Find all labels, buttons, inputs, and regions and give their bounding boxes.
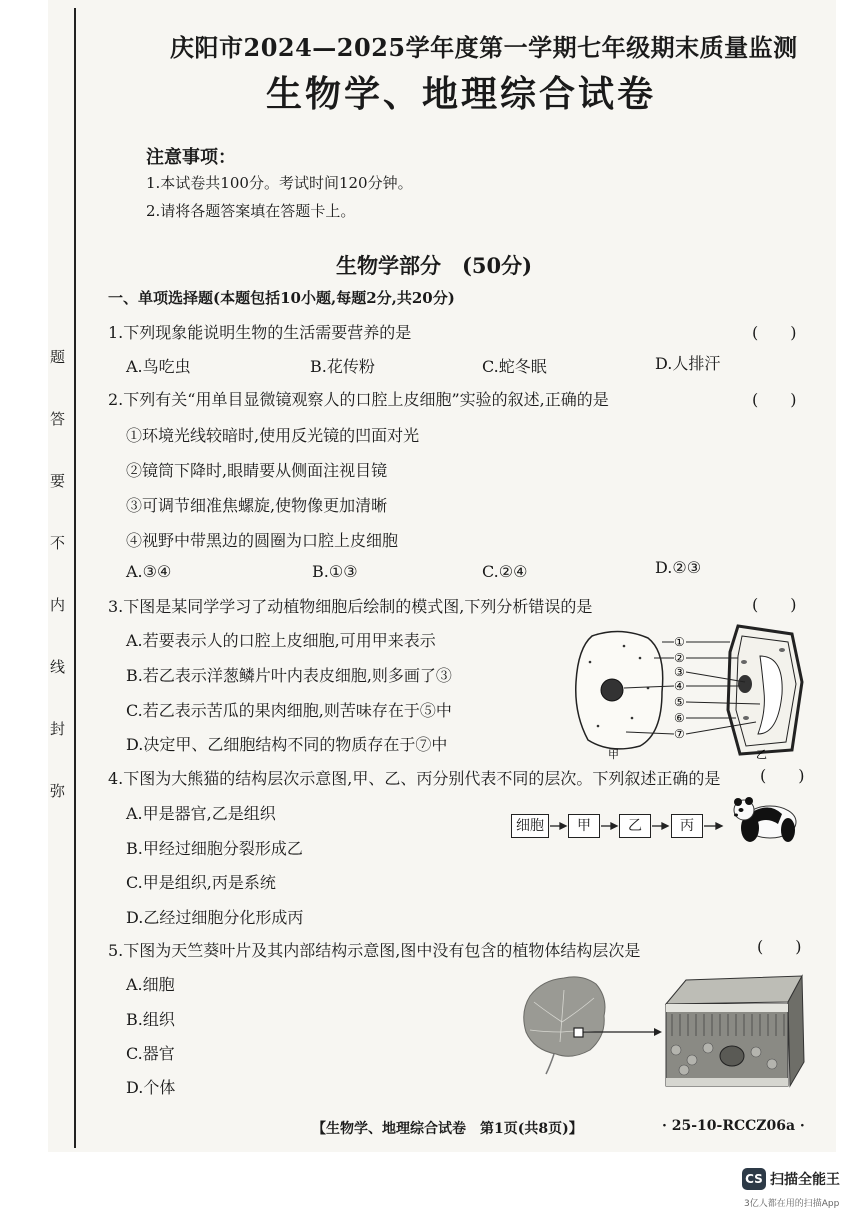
flow-box-yi: 乙 bbox=[619, 814, 651, 838]
option-a: A.细胞 bbox=[126, 975, 175, 994]
flow-box-jia: 甲 bbox=[568, 814, 600, 838]
label-2: ② bbox=[674, 651, 685, 665]
option-a: A.甲是器官,乙是组织 bbox=[126, 804, 276, 823]
seal-char: 弥 bbox=[50, 782, 66, 800]
statement: ②镜筒下降时,眼睛要从侧面注视目镜 bbox=[126, 461, 388, 480]
label-6: ⑥ bbox=[674, 711, 685, 725]
option-c: C.蛇冬眠 bbox=[482, 357, 547, 376]
label-7: ⑦ bbox=[674, 727, 685, 741]
question-2-stem: 2.下列有关“用单目显微镜观察人的口腔上皮细胞”实验的叙述,正确的是 bbox=[108, 390, 609, 409]
scanner-bar bbox=[0, 1152, 860, 1217]
answer-paren: ( ) bbox=[752, 323, 797, 342]
answer-paren: ( ) bbox=[752, 390, 797, 409]
brand-name: 扫描全能王 bbox=[770, 1172, 840, 1188]
option-d: D.决定甲、乙细胞结构不同的物质存在于⑦中 bbox=[126, 735, 448, 754]
seal-char: 要 bbox=[50, 472, 66, 490]
cell-label-yi: 乙 bbox=[756, 748, 767, 761]
option-d: D.②③ bbox=[655, 558, 702, 577]
option-c: C.若乙表示苦瓜的果肉细胞,则苦味存在于⑤中 bbox=[126, 701, 452, 720]
camscanner-logo-icon: CS bbox=[742, 1168, 766, 1190]
notes-item: 1.本试卷共100分。考试时间120分钟。 bbox=[146, 174, 413, 192]
seal-char: 不 bbox=[50, 534, 66, 552]
statement: ①环境光线较暗时,使用反光镜的凹面对光 bbox=[126, 426, 420, 445]
exam-title: 庆阳市2024—2025学年度第一学期七年级期末质量监测 bbox=[170, 33, 798, 62]
panda-icon bbox=[732, 794, 800, 844]
label-1: ① bbox=[674, 635, 685, 649]
option-b: B.若乙表示洋葱鳞片叶内表皮细胞,则多画了③ bbox=[126, 666, 452, 685]
seal-char: 封 bbox=[50, 720, 66, 738]
label-4: ④ bbox=[674, 679, 685, 693]
option-b: B.甲经过细胞分裂形成乙 bbox=[126, 839, 303, 858]
seal-char: 答 bbox=[50, 410, 66, 428]
page-footer: 【生物学、地理综合试卷 第1页(共8页)】 bbox=[312, 1121, 583, 1137]
flow-arrows bbox=[548, 818, 728, 834]
answer-paren: ( ) bbox=[752, 595, 797, 614]
answer-paren: ( ) bbox=[757, 937, 802, 956]
seal-char: 内 bbox=[50, 596, 66, 614]
question-3-stem: 3.下图是某同学学习了动植物细胞后绘制的模式图,下列分析错误的是 bbox=[108, 597, 593, 616]
exam-subtitle: 生物学、地理综合试卷 bbox=[266, 73, 657, 115]
option-b: B.花传粉 bbox=[310, 357, 375, 376]
label-3: ③ bbox=[674, 665, 685, 679]
brand-tagline: 3亿人都在用的扫描App bbox=[744, 1199, 840, 1209]
section-title: 生物学部分 (50分) bbox=[336, 253, 533, 278]
binding-line bbox=[74, 8, 76, 1148]
question-4-stem: 4.下图为大熊猫的结构层次示意图,甲、乙、丙分别代表不同的层次。下列叙述正确的是 bbox=[108, 769, 721, 788]
answer-paren: ( ) bbox=[760, 766, 805, 785]
notes-item: 2.请将各题答案填在答题卡上。 bbox=[146, 202, 356, 220]
cell-diagram bbox=[570, 622, 810, 762]
option-b: B.①③ bbox=[312, 562, 358, 581]
option-c: C.甲是组织,丙是系统 bbox=[126, 873, 276, 892]
option-c: C.器官 bbox=[126, 1044, 175, 1063]
question-1-stem: 1.下列现象能说明生物的生活需要营养的是 bbox=[108, 323, 412, 342]
option-d: D.个体 bbox=[126, 1078, 176, 1097]
option-b: B.组织 bbox=[126, 1010, 175, 1029]
notes-heading: 注意事项： bbox=[146, 147, 236, 168]
leaf-structure-figure bbox=[520, 970, 810, 1092]
seal-char: 题 bbox=[50, 348, 66, 366]
flow-box-bing: 丙 bbox=[671, 814, 703, 838]
leaf-icon bbox=[524, 977, 605, 1056]
option-c: C.②④ bbox=[482, 562, 528, 581]
option-a: A.若要表示人的口腔上皮细胞,可用甲来表示 bbox=[126, 631, 436, 650]
animal-nucleus bbox=[601, 679, 623, 701]
option-d: D.乙经过细胞分化形成丙 bbox=[126, 908, 304, 927]
option-a: A.鸟吃虫 bbox=[126, 357, 191, 376]
statement: ④视野中带黑边的圆圈为口腔上皮细胞 bbox=[126, 531, 399, 550]
paper-code: · 25-10-RCCZ06a · bbox=[662, 1118, 805, 1134]
label-5: ⑤ bbox=[674, 695, 685, 709]
cell-label-jia: 甲 bbox=[608, 748, 619, 761]
part-heading: 一、单项选择题(本题包括10小题,每题2分,共20分) bbox=[108, 289, 455, 307]
question-5-stem: 5.下图为天竺葵叶片及其内部结构示意图,图中没有包含的植物体结构层次是 bbox=[108, 941, 641, 960]
statement: ③可调节细准焦螺旋,使物像更加清晰 bbox=[126, 496, 388, 515]
seal-char: 线 bbox=[50, 658, 66, 676]
plant-nucleus bbox=[738, 675, 752, 693]
flow-box-cell: 细胞 bbox=[511, 814, 549, 838]
option-a: A.③④ bbox=[126, 562, 172, 581]
option-d: D.人排汗 bbox=[655, 354, 721, 373]
